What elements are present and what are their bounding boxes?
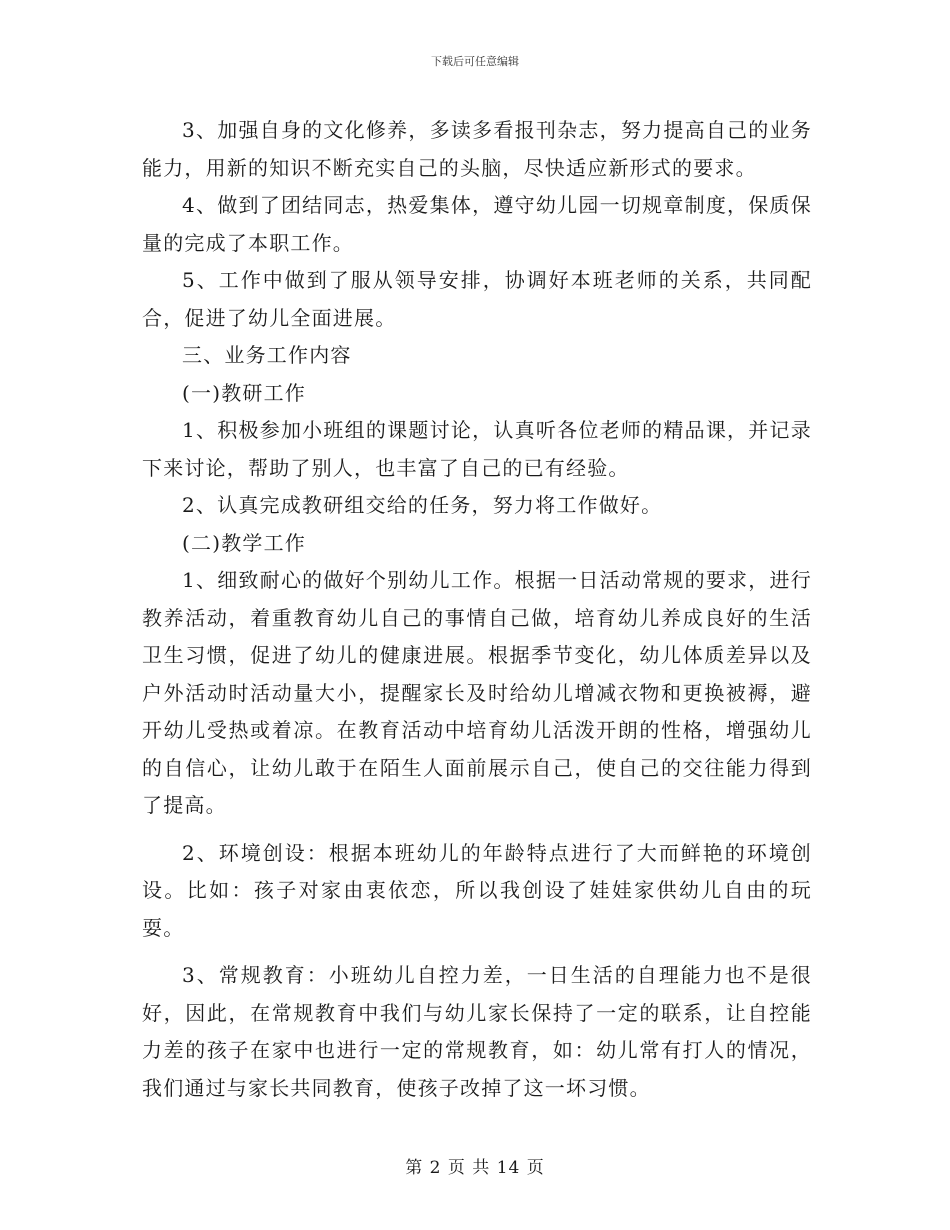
page-footer: 第 2 页 共 14 页 (405, 1158, 545, 1178)
paragraph-gap (142, 825, 812, 835)
research-item-2: 2、认真完成教研组交给的任务，努力将工作做好。 (182, 493, 663, 517)
page-header: 下载后可任意编辑 (431, 55, 519, 68)
document-body (142, 112, 812, 1107)
section-heading: 三、业务工作内容 (182, 343, 352, 367)
subsection-heading-teaching: (二)教学工作 (182, 530, 307, 555)
paragraph-item-5: 5、工作中做到了服从领导安排，协调好本班老师的关系，共同配合，促进了幼儿全面进展。 (142, 268, 812, 330)
teaching-item-2: 2、环境创设：根据本班幼儿的年龄特点进行了大而鲜艳的环境创设。比如：孩子对家由衷依恋，所以我创设了娃娃家供幼儿自由的玩耍。 (142, 840, 812, 940)
paragraph-item-4: 4、做到了团结同志，热爱集体，遵守幼儿园一切规章制度，保质保量的完成了本职工作。 (142, 193, 812, 255)
subsection-heading-research: (一)教研工作 (182, 380, 307, 405)
paragraph-gap (142, 947, 812, 957)
paragraph-item-3: 3、加强自身的文化修养，多读多看报刊杂志，努力提高自己的业务能力，用新的知识不断充实自己的头脑，尽快适应新形式的要求。 (142, 118, 812, 180)
research-item-1: 1、积极参加小班组的课题讨论，认真听各位老师的精品课，并记录下来讨论，帮助了别人，也丰富了自己的已有经验。 (142, 418, 812, 480)
teaching-item-1: 1、细致耐心的做好个别幼儿工作。根据一日活动常规的要求，进行教养活动，着重教育幼儿自己的事情自己做，培育幼儿养成良好的生活卫生习惯，促进了幼儿的健康进展。根据季节变化，幼儿体质差异以及户外活动时活动量大小，提醒家长及时给幼儿增减衣物和更换被褥，避开幼儿受热或着凉。在教育活动中培育幼儿活泼开朗的性格，增强幼儿的自信心，让幼儿敢于在陌生人面前展示自己，使自己的交往能力得到了提高。 (142, 568, 812, 817)
teaching-item-3: 3、常规教育：小班幼儿自控力差，一日生活的自理能力也不是很好，因此，在常规教育中我们与幼儿家长保持了一定的联系，让自控能力差的孩子在家中也进行一定的常规教育，如：幼儿常有打人的情况，我们通过与家长共同教育，使孩子改掉了这一坏习惯。 (142, 963, 812, 1100)
